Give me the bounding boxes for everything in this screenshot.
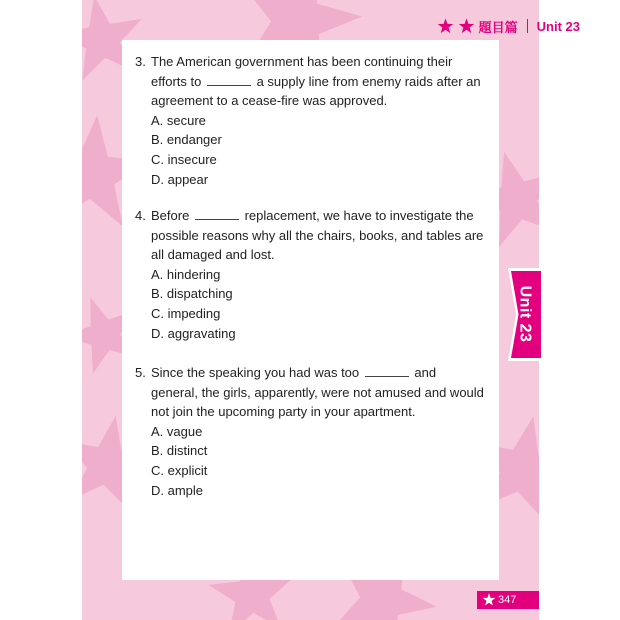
option-d[interactable]: D. aggravating [151,325,236,341]
option-b[interactable]: B. endanger [151,132,222,148]
option-list [135,111,485,189]
page-header [437,15,580,37]
option-a[interactable]: A. hindering [151,266,221,282]
option-a[interactable]: A. secure [151,112,206,128]
answer-blank [195,208,239,220]
option-d[interactable]: D. appear [151,171,209,187]
question-text-before: The American government has been continuing their efforts to [151,54,453,89]
question-text [135,52,485,111]
question-4 [135,206,485,343]
page-number: 347 [498,594,517,606]
option-d[interactable]: D. ample [151,482,204,498]
question-number: 3. [135,54,146,69]
option-list [135,422,485,500]
unit-side-tab [508,264,541,365]
header-divider [527,19,528,33]
answer-blank [207,74,251,86]
header-section-title: 題目篇 [478,19,518,35]
header-unit: Unit 23 [536,18,580,34]
option-b[interactable]: B. dispatching [151,286,233,302]
star-icon [482,593,496,607]
question-text-before: Since the speaking you had was too [151,365,360,380]
question-text-before: Before [151,208,190,223]
side-tab-label: Unit 23 [516,285,534,343]
question-text [135,206,485,265]
question-number: 5. [135,365,146,380]
question-number: 4. [135,208,146,223]
question-3 [135,52,485,189]
page-number-badge [477,591,539,609]
option-c[interactable]: C. insecure [151,151,217,167]
option-a[interactable]: A. vague [151,423,203,439]
option-list [135,265,485,343]
option-b[interactable]: B. distinct [151,443,208,459]
answer-blank [365,365,409,377]
option-c[interactable]: C. explicit [151,462,208,478]
question-text-after: replacement, we have to investigate the possible reasons why all the chairs, books, and tables are all damaged and lost. [151,208,484,263]
star-icon [437,18,454,35]
question-text-after: and general, the girls, apparently, were not amused and would not join the upcoming party in your apartment. [151,365,484,420]
question-text-after: a supply line from enemy raids after an agreement to a cease-fire was approved. [151,73,481,109]
question-5 [135,363,485,500]
question-text [135,363,485,422]
option-c[interactable]: C. impeding [151,305,221,321]
star-icon [458,18,475,35]
